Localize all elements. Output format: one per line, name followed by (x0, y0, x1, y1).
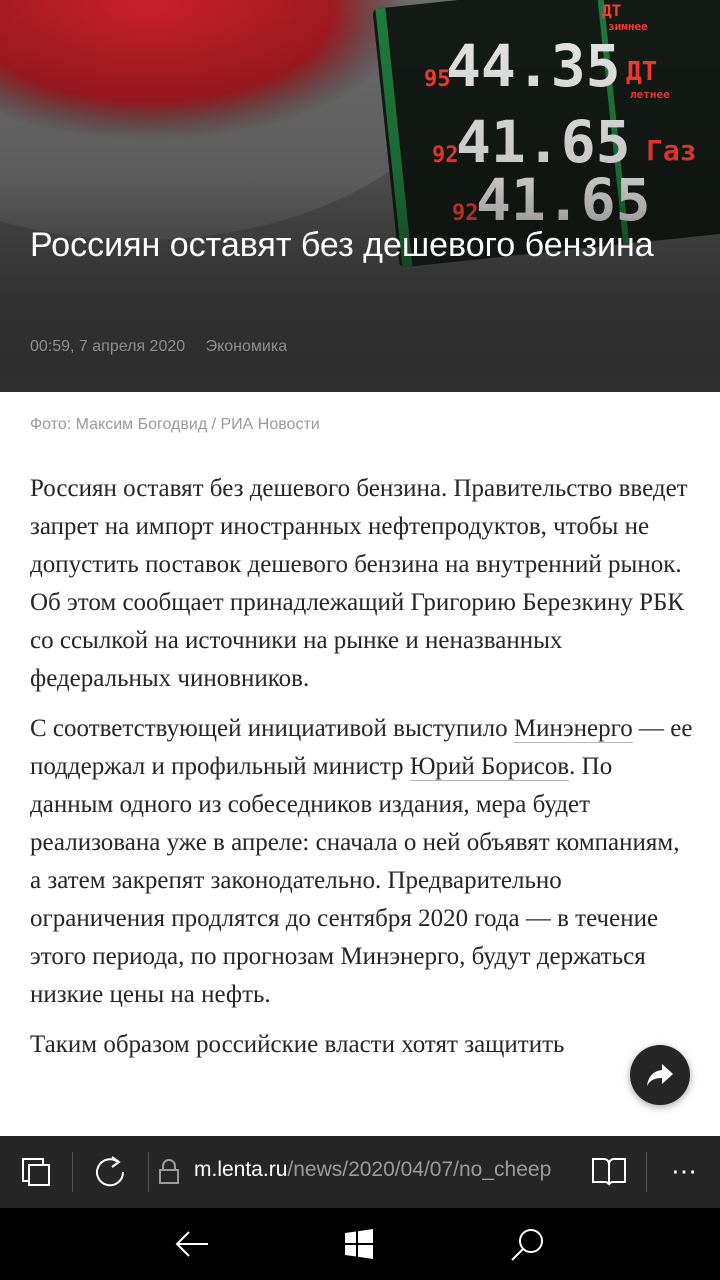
article-title: Россиян оставят без дешевого бензина (30, 226, 654, 264)
windows-home-icon[interactable] (343, 1228, 375, 1260)
browser-address-bar (0, 1136, 720, 1208)
article-body (30, 470, 695, 1136)
search-icon[interactable] (508, 1226, 546, 1264)
article-time: 00:59, 7 апреля 2020 (30, 338, 186, 355)
hero-photo-gas-price-board (0, 0, 720, 392)
article-hero (0, 0, 720, 392)
paragraph-3: Таким образом российские власти хотят защитить (30, 1031, 565, 1058)
paragraph-2-text: С соответствующей инициативой выступило (30, 715, 514, 742)
url-path: /news/2020/04/07/no_cheep (287, 1158, 552, 1181)
system-nav-bar (0, 1208, 720, 1280)
refresh-icon[interactable] (92, 1154, 128, 1190)
tabs-icon[interactable] (20, 1156, 52, 1188)
toolbar-divider (72, 1152, 73, 1192)
paragraph-1: Россиян оставят без дешевого бензина. Правительство введет запрет на импорт иностранных нефтепродуктов, чтобы не допустить поставок дешевого бензина на внутренний рынок. Об этом сообщает принадлежащий Григорию Березкину РБК со ссылкой на источники на рынке и неназванных федеральных чиновников. (30, 475, 688, 692)
url-domain: m.lenta.ru (194, 1158, 288, 1181)
address-field[interactable] (194, 1158, 574, 1186)
toolbar-divider (148, 1152, 149, 1192)
article-rubric-link[interactable]: Экономика (205, 338, 288, 355)
toolbar-divider (646, 1152, 647, 1192)
link-yuri-borisov[interactable]: Юрий Борисов (409, 753, 570, 780)
reading-view-icon[interactable] (590, 1155, 628, 1189)
back-arrow-icon[interactable] (172, 1228, 212, 1260)
article-meta (30, 338, 303, 356)
paragraph-2-text: . По данным одного из собеседников издания, мера будет реализована уже в апреле: сначала о ней объявят компаниям, а затем закрепят законодательно. Предварительно ограничения продлятся до сентября 2020 года — в течение этого периода, по прогнозам Минэнерго, будут держаться низкие цены на нефть. (30, 753, 680, 1008)
photo-credit: Фото: Максим Богодвид / РИА Новости (30, 416, 320, 433)
lock-icon (158, 1159, 180, 1185)
paragraph-2 (30, 710, 695, 1014)
paragraph-2-text: — ее поддержал и профильный министр (30, 715, 693, 780)
share-button[interactable] (630, 1045, 690, 1105)
share-icon (645, 1062, 675, 1088)
more-icon[interactable]: ⋯ (671, 1156, 699, 1186)
link-minenergo[interactable]: Минэнерго (513, 715, 633, 742)
